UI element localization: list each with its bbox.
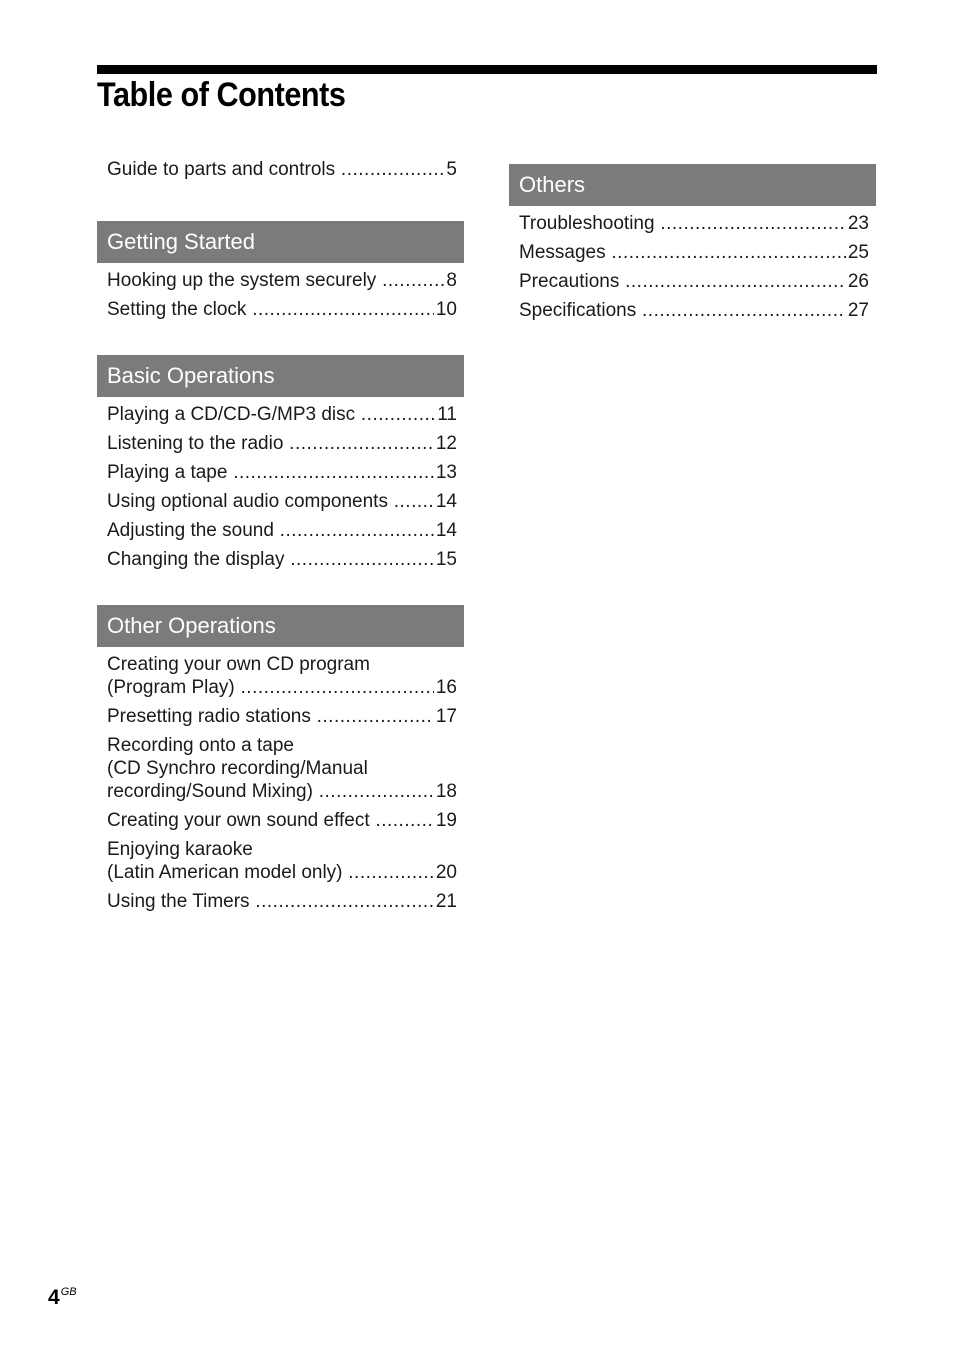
section-header: Other Operations xyxy=(97,605,464,647)
top-rule xyxy=(97,65,877,74)
toc-entry-line: (CD Synchro recording/Manual xyxy=(107,758,368,779)
toc-entry-title: Playing a CD/CD-G/MP3 disc xyxy=(107,404,356,425)
toc-entry-page: 14 xyxy=(435,491,457,512)
toc-entry-last-line xyxy=(107,890,457,913)
toc-entry-page: 17 xyxy=(435,706,457,727)
dot-leader xyxy=(107,298,434,321)
dot-leader xyxy=(519,241,846,264)
toc-entry-page: 10 xyxy=(435,299,457,320)
toc-entry-page: 21 xyxy=(435,891,457,912)
toc-entry[interactable] xyxy=(97,432,464,455)
toc-entry[interactable] xyxy=(97,548,464,571)
dot-leader xyxy=(107,676,434,699)
toc-entry-page: 12 xyxy=(435,433,457,454)
toc-entry-title: Adjusting the sound xyxy=(107,520,274,541)
toc-entry[interactable] xyxy=(97,519,464,542)
dot-leader xyxy=(519,270,846,293)
dot-leader xyxy=(107,158,444,181)
dot-leader xyxy=(107,780,434,803)
toc-entry[interactable] xyxy=(509,212,876,235)
section-header: Basic Operations xyxy=(97,355,464,397)
toc-entry[interactable] xyxy=(97,461,464,484)
toc-entry-last-line xyxy=(519,299,869,322)
dot-leader xyxy=(107,705,434,728)
toc-entry-title: Listening to the radio xyxy=(107,433,284,454)
toc-entry-title: Messages xyxy=(519,242,606,263)
toc-entry-title: Hooking up the system securely xyxy=(107,270,377,291)
left-sections xyxy=(97,221,464,913)
toc-entry-page: 25 xyxy=(847,242,869,263)
toc-entry-last-line xyxy=(519,212,869,235)
dot-leader xyxy=(519,212,846,235)
toc-entry-last-line xyxy=(107,403,457,426)
right-sections xyxy=(509,164,876,322)
toc-entry-page: 27 xyxy=(847,300,869,321)
toc-entry-title: Precautions xyxy=(519,271,620,292)
dot-leader xyxy=(107,269,444,292)
toc-entry-last-line xyxy=(107,490,457,513)
toc-entry-last-line xyxy=(107,809,457,832)
toc-entry[interactable] xyxy=(509,270,876,293)
toc-entry-page: 19 xyxy=(435,810,457,831)
toc-entry-title: Creating your own sound effect xyxy=(107,810,370,831)
toc-section xyxy=(97,221,464,321)
toc-entry-last-line xyxy=(107,158,457,181)
toc-entry-last-line xyxy=(107,861,457,884)
toc-entry[interactable] xyxy=(97,269,464,292)
toc-entry-title: Changing the display xyxy=(107,549,285,570)
toc-entry-page: 18 xyxy=(435,781,457,802)
toc-entry-last-line xyxy=(107,461,457,484)
toc-entry-last-line xyxy=(107,298,457,321)
toc-entry[interactable] xyxy=(97,653,464,699)
toc-entry[interactable] xyxy=(97,809,464,832)
right-column xyxy=(509,164,876,328)
toc-entry[interactable] xyxy=(97,298,464,321)
toc-entry-line: Creating your own CD program xyxy=(107,654,370,675)
toc-entry-page: 20 xyxy=(435,862,457,883)
toc-entry-title: (Latin American model only) xyxy=(107,862,343,883)
toc-entry-page: 16 xyxy=(435,677,457,698)
toc-entry[interactable] xyxy=(97,890,464,913)
toc-entry-last-line xyxy=(107,676,457,699)
dot-leader xyxy=(107,809,434,832)
toc-entry-last-line xyxy=(107,432,457,455)
dot-leader xyxy=(107,490,434,513)
dot-leader xyxy=(107,548,434,571)
section-header: Others xyxy=(509,164,876,206)
toc-entry-line: Recording onto a tape xyxy=(107,735,294,756)
toc-entry-page: 14 xyxy=(435,520,457,541)
page-number-value: 4 xyxy=(48,1286,60,1309)
toc-entry-title: Troubleshooting xyxy=(519,213,655,234)
toc-entry-title: Using optional audio components xyxy=(107,491,388,512)
page-number xyxy=(48,1286,77,1310)
toc-entry[interactable] xyxy=(97,734,464,803)
toc-entry[interactable] xyxy=(509,241,876,264)
toc-entry-page: 11 xyxy=(437,404,457,425)
toc-entry-title: Using the Timers xyxy=(107,891,250,912)
left-column xyxy=(97,156,464,919)
toc-entry-page: 5 xyxy=(446,159,457,180)
dot-leader xyxy=(107,519,434,542)
toc-entry-page: 8 xyxy=(446,270,457,291)
toc-section xyxy=(509,164,876,322)
toc-entry-last-line xyxy=(107,519,457,542)
dot-leader xyxy=(519,299,846,322)
toc-entry-title: Presetting radio stations xyxy=(107,706,311,727)
toc-entry[interactable] xyxy=(97,403,464,426)
toc-entry-last-line xyxy=(107,705,457,728)
toc-entry-last-line xyxy=(107,548,457,571)
toc-section xyxy=(97,355,464,571)
dot-leader xyxy=(107,461,434,484)
toc-entry-page: 23 xyxy=(847,213,869,234)
toc-entry[interactable] xyxy=(509,299,876,322)
toc-entry-title: recording/Sound Mixing) xyxy=(107,781,313,802)
toc-entry-title: Guide to parts and controls xyxy=(107,159,336,180)
toc-entry-last-line xyxy=(107,780,457,803)
toc-entry-last-line xyxy=(519,270,869,293)
toc-entry-last-line xyxy=(519,241,869,264)
toc-entry[interactable] xyxy=(97,490,464,513)
toc-entry-title: Setting the clock xyxy=(107,299,247,320)
toc-entry-title: Specifications xyxy=(519,300,637,321)
toc-entry-page: 26 xyxy=(847,271,869,292)
dot-leader xyxy=(107,403,435,426)
page-title: Table of Contents xyxy=(97,76,346,114)
dot-leader xyxy=(107,890,434,913)
section-header: Getting Started xyxy=(97,221,464,263)
dot-leader xyxy=(107,432,434,455)
toc-entry-last-line xyxy=(107,269,457,292)
toc-entry[interactable] xyxy=(97,838,464,884)
toc-entry-page: 13 xyxy=(435,462,457,483)
toc-entry-page: 15 xyxy=(435,549,457,570)
dot-leader xyxy=(107,861,434,884)
toc-entry-line: Enjoying karaoke xyxy=(107,839,253,860)
toc-entry-title: Playing a tape xyxy=(107,462,228,483)
toc-entry[interactable] xyxy=(97,705,464,728)
toc-entry-guide[interactable] xyxy=(97,156,464,181)
page-number-suffix: GB xyxy=(60,1286,77,1298)
toc-entry-title: (Program Play) xyxy=(107,677,235,698)
toc-section xyxy=(97,605,464,913)
